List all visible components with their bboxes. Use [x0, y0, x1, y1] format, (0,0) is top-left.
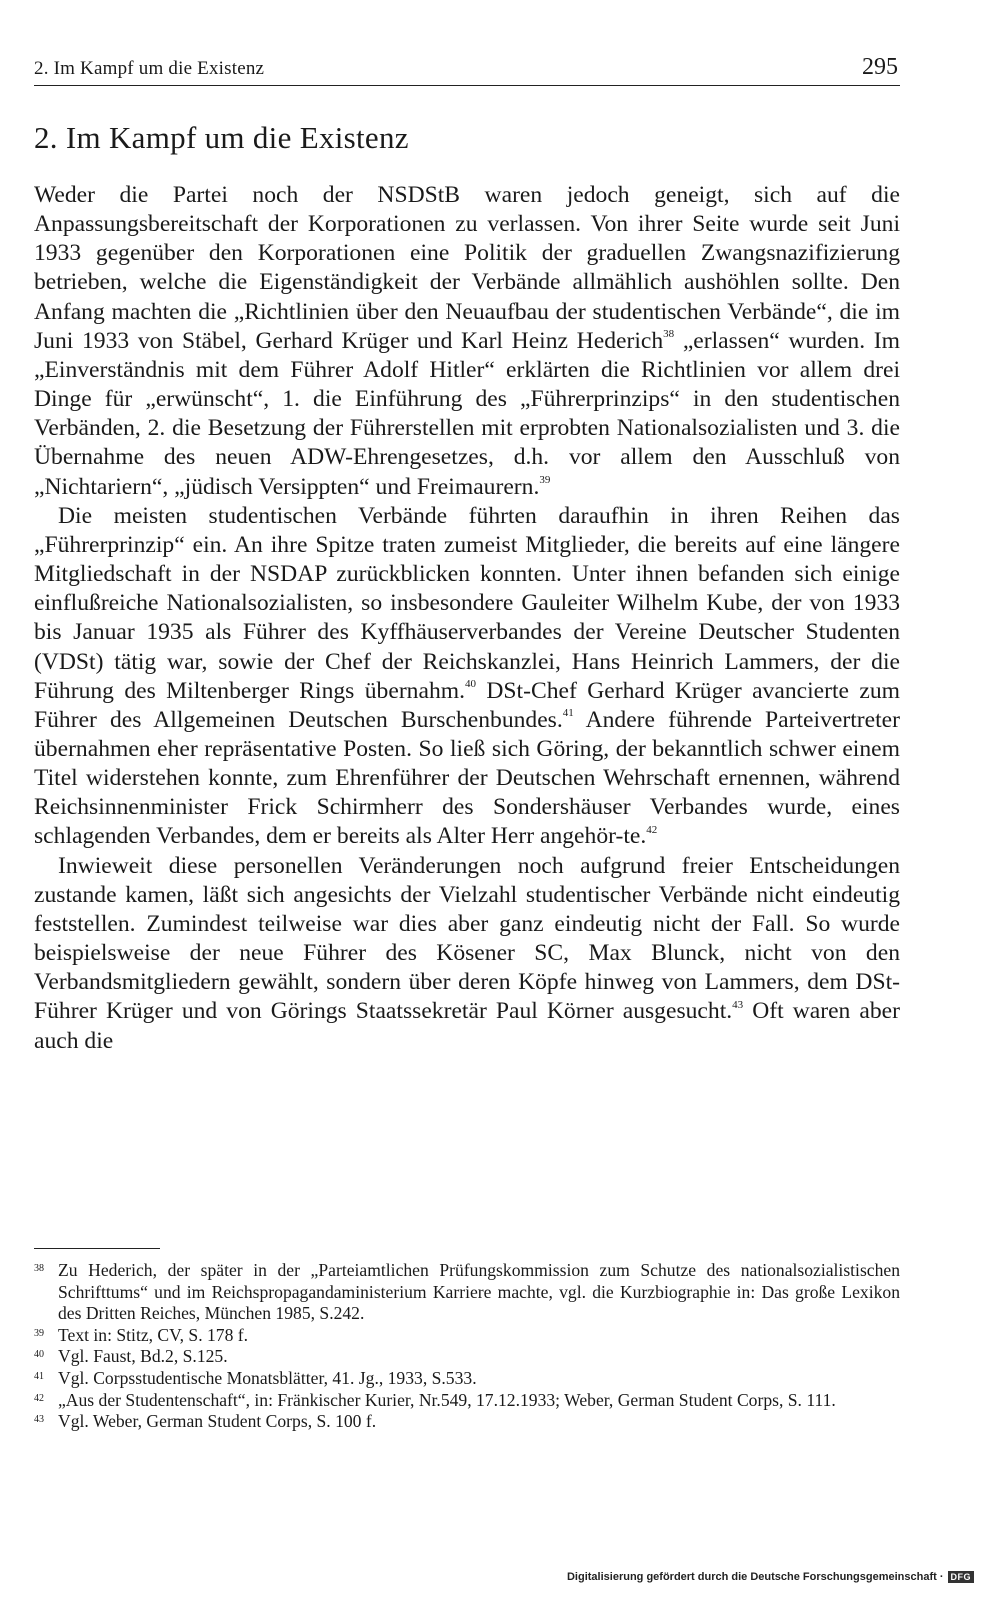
paragraph-text: „erlassen“ wurden. Im „Einverständnis mit dem Führer Adolf Hitler“ erklärten die Richtlinien vor allem drei Dinge für „erwünscht“, 1. die Einführung des „Führerprinzips“ in den studentischen Verbänden, 2. die Besetzung der Führerstellen mit erprobten Nationalsozialisten und 3. die Übernahme des neuen ADW-Ehrengesetzes, d.h. vor allem den Ausschluß von „Nichtariern“, „jüdisch Versippten“ und Freimaurern. [34, 327, 900, 500]
paragraph-text: Inwieweit diese personellen Veränderungen noch aufgrund freier Entscheidungen zustande kamen, läßt sich angesichts der Vielzahl studentischer Verbände nicht eindeutig feststellen. Zumindest teilweise war dies aber ganz eindeutig nicht der Fall. So wurde beispielsweise der neue Führer des Kösener SC, Max Blunck, nicht von den Verbandsmitgliedern gewählt, sondern über deren Köpfe hinweg von Lammers, dem DSt-Führer Krüger und von Görings Staatssekretär Paul Körner ausgesucht. [34, 852, 900, 1025]
footnote-42 [34, 1390, 900, 1412]
footnote-ref[interactable]: 38 [663, 327, 675, 340]
footnote-39 [34, 1325, 900, 1347]
footnote-ref[interactable]: 43 [732, 998, 744, 1011]
footnotes [34, 1260, 900, 1433]
footnote-number: 40 [34, 1349, 44, 1361]
paragraph-1 [34, 181, 900, 502]
footnote-text: Vgl. Corpsstudentische Monatsblätter, 41. Jg., 1933, S.533. [58, 1367, 477, 1388]
paragraph-3 [34, 852, 900, 1056]
footnote-text: Vgl. Weber, German Student Corps, S. 100 f. [58, 1411, 377, 1432]
footnote-ref[interactable]: 40 [465, 677, 476, 690]
footnote-number: 41 [34, 1370, 44, 1382]
body-text [34, 181, 900, 1056]
paragraph-text: Die meisten studentischen Verbände führten daraufhin in ihren Reihen das „Führerprinzip“ ein. An ihre Spitze traten zumeist Mitglieder, die bereits auf eine längere Mitgliedschaft in der NSDAP zurückblicken konnten. Unter ihnen befanden sich einige einflußreiche Nationalsozialisten, so insbesondere Gauleiter Wilhelm Kube, der von 1933 bis Januar 1935 als Führer des Kyffhäuserverbandes der Vereine Deutscher Studenten (VDSt) tätig war, sowie der Chef der Reichskanzlei, Hans Heinrich Lammers, der die Führung des Miltenberger Rings übernahm. [34, 502, 900, 704]
footer-text: Digitalisierung gefördert durch die Deutsche Forschungsgemeinschaft · [566, 1571, 944, 1583]
footnote-number: 38 [34, 1263, 44, 1274]
paragraph-2 [34, 502, 900, 852]
footnote-41 [34, 1368, 900, 1390]
paragraph-text: Weder die Partei noch der NSDStB waren jedoch geneigt, sich auf die Anpassungsbereitschaft der Korporationen zu verlassen. Von ihrer Seite wurde seit Juni 1933 gegenüber den Korporationen eine Politik der graduellen Zwangsnazifizierung betrieben, welche die Eigenständigkeit der Verbände allmählich aushöhlen sollte. Den Anfang machten die „Richtlinien über den Neuaufbau der studentischen Verbände“, die im Juni 1933 von Stäbel, Gerhard Krüger und Karl Heinz Hederich [34, 182, 900, 354]
footnote-ref[interactable]: 42 [646, 823, 658, 836]
footnote-text: Zu Hederich, der später in der „Parteiamtlichen Prüfungskommission zum Schutze des nationalsozialistischen Schrifttums“ und im Reichspropagandaministerium Karriere machte, vgl. die Kurzbiographie in: Das große Lexikon des Dritten Reiches, München 1985, S.242. [58, 1260, 900, 1324]
running-header [34, 55, 900, 86]
footnote-text: Vgl. Faust, Bd.2, S.125. [58, 1346, 228, 1367]
footnote-40 [34, 1346, 900, 1368]
footnote-text: Text in: Stitz, CV, S. 178 f. [58, 1324, 249, 1345]
footnote-text: „Aus der Studentenschaft“, in: Fränkischer Kurier, Nr.549, 17.12.1933; Weber, German Student Corps, S. 111. [58, 1389, 836, 1410]
dfg-logo: DFG [948, 1571, 975, 1583]
footnote-number: 43 [34, 1414, 44, 1426]
footnote-divider [34, 1248, 160, 1249]
paragraph-text: Andere führende Parteivertreter übernahmen eher repräsentative Posten. So ließ sich Göring, der bekanntlich schwer einem Titel widerstehen konnte, zum Ehrenführer der Deutschen Wehrschaft ernennen, während Reichsinnenminister Frick Schirmherr des Sondershäuser Verbandes wurde, eines schlagenden Verbandes, dem er bereits als Alter Herr angehör-te. [34, 706, 900, 850]
paragraph-text: Oft waren aber auch die [34, 998, 900, 1054]
chapter-title: 2. Im Kampf um die Existenz [34, 120, 409, 155]
footnote-number: 39 [34, 1327, 44, 1339]
page-number: 295 [862, 54, 898, 80]
paragraph-text: DSt-Chef Gerhard Krüger avancierte zum Führer des Allgemeinen Deutschen Burschenbundes. [34, 677, 900, 733]
running-title: 2. Im Kampf um die Existenz [34, 58, 265, 79]
footnote-38 [34, 1260, 900, 1325]
footnote-number: 42 [34, 1392, 44, 1404]
footnote-ref[interactable]: 39 [539, 473, 551, 486]
footnote-ref[interactable]: 41 [562, 706, 574, 719]
digitization-footer [567, 1571, 974, 1583]
footnote-43 [34, 1411, 900, 1433]
